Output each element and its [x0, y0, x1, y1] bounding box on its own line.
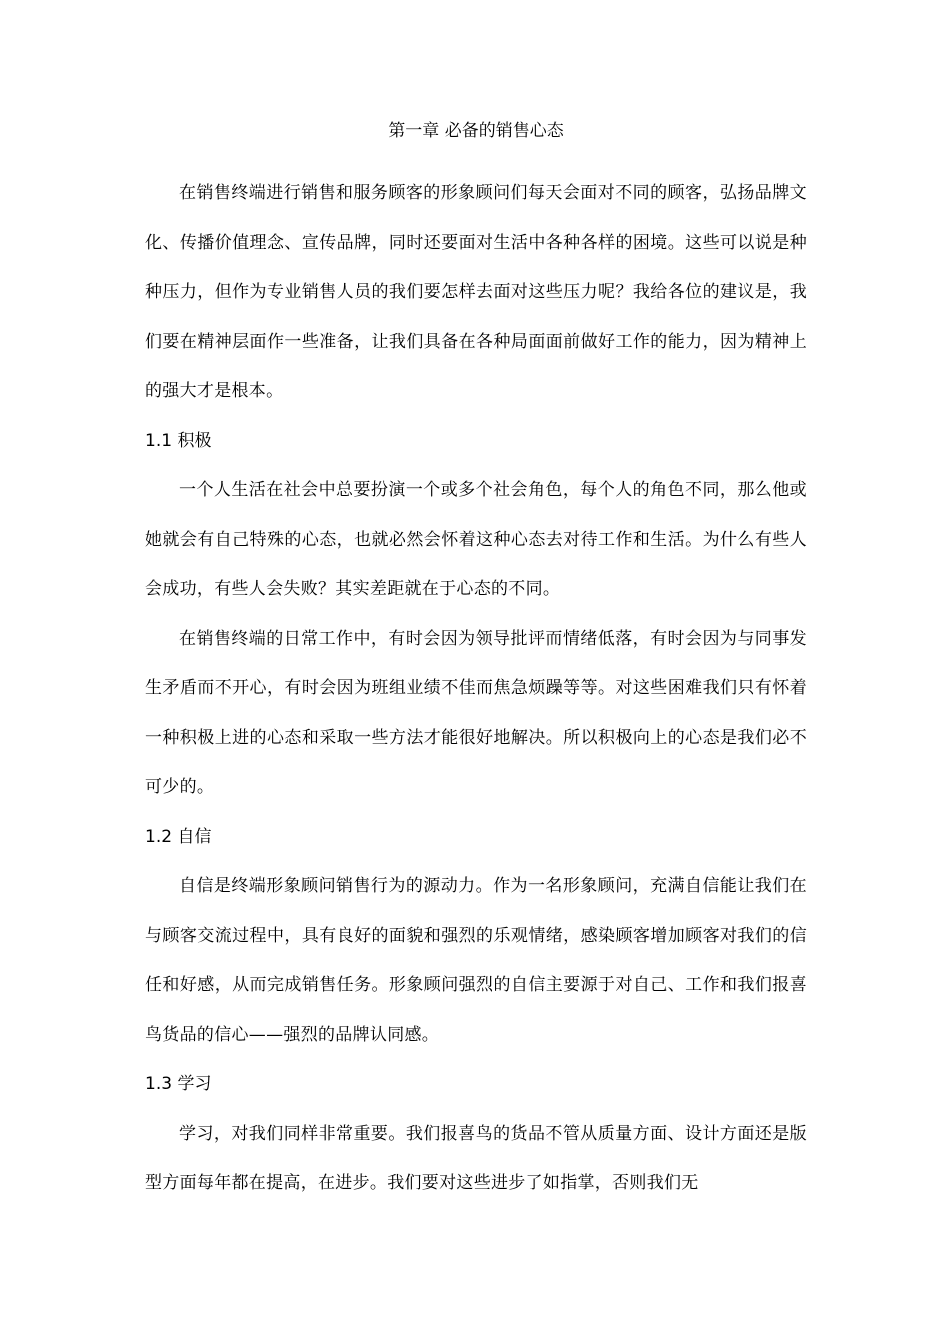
section-confidence-paragraph-1: 自信是终端形象顾问销售行为的源动力。作为一名形象顾问，充满自信能让我们在与顾客交流过程中，具有良好的面貌和强烈的乐观情绪，感染顾客增加顾客对我们的信任和好感，从而完成销售任务。形象顾问强烈的自信主要源于对自己、工作和我们报喜鸟货品的信心——强烈的品牌认同感。: [145, 876, 807, 1045]
chapter-title: 第一章 必备的销售心态: [388, 121, 564, 141]
section-positive-paragraph-1: 一个人生活在社会中总要扮演一个或多个社会角色，每个人的角色不同，那么他或她就会有自己特殊的心态，也就必然会怀着这种心态去对待工作和生活。为什么有些人会成功，有些人会失败？其实差距就在于心态的不同。: [145, 480, 807, 599]
section-heading-confidence: 1.2 自信: [145, 826, 212, 847]
section-heading-positive: 1.1 积极: [145, 430, 212, 451]
section-heading-learning: 1.3 学习: [145, 1074, 212, 1094]
document-body: [145, 119, 807, 1209]
section-learning-paragraph-1: 学习，对我们同样非常重要。我们报喜鸟的货品不管从质量方面、设计方面还是版型方面每年都在提高，在进步。我们要对这些进步了如指掌，否则我们无: [145, 1123, 807, 1193]
intro-paragraph: 在销售终端进行销售和服务顾客的形象顾问们每天会面对不同的顾客，弘扬品牌文化、传播价值理念、宣传品牌，同时还要面对生活中各种各样的困境。这些可以说是种种压力，但作为专业销售人员的我们要怎样去面对这些压力呢？我给各位的建议是，我们要在精神层面作一些准备，让我们具备在各种局面面前做好工作的能力，因为精神上的强大才是根本。: [145, 183, 807, 401]
section-positive-paragraph-2: 在销售终端的日常工作中，有时会因为领导批评而情绪低落，有时会因为与同事发生矛盾而不开心，有时会因为班组业绩不佳而焦急烦躁等等。对这些困难我们只有怀着一种积极上进的心态和采取一些方法才能很好地解决。所以积极向上的心态是我们必不可少的。: [145, 628, 807, 797]
